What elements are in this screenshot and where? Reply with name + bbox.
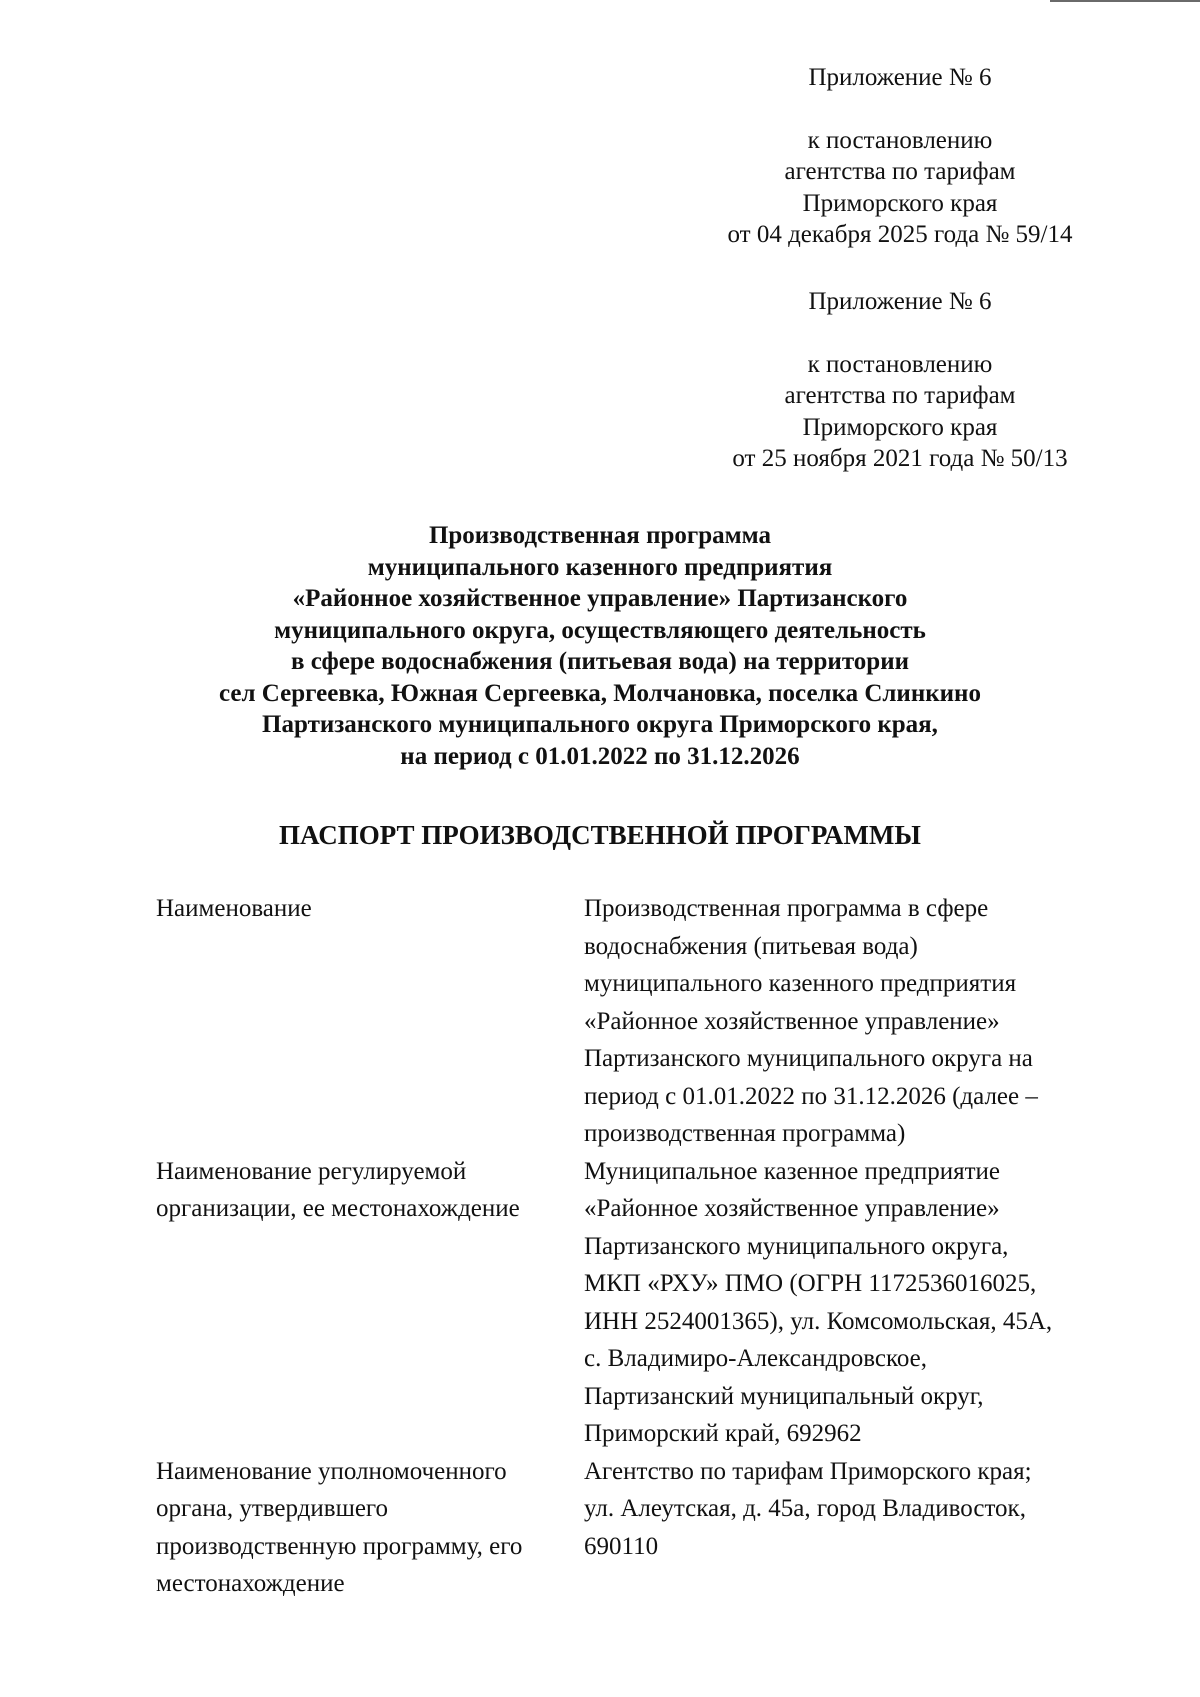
key-line: Наименование уполномоченного bbox=[156, 1457, 507, 1485]
value-line: «Районное хозяйственное управление» bbox=[584, 1007, 1000, 1035]
spacer bbox=[690, 94, 1110, 125]
title-line: «Районное хозяйственное управление» Партизанского bbox=[292, 585, 908, 612]
title-line: в сфере водоснабжения (питьевая вода) на территории bbox=[290, 648, 910, 675]
title-line: на период с 01.01.2022 по 31.12.2026 bbox=[400, 742, 800, 770]
appendix-ref-line: Приморского края bbox=[802, 189, 998, 217]
value-line: Партизанского муниципального округа на bbox=[584, 1045, 1033, 1072]
scan-edge-line bbox=[1050, 0, 1200, 2]
value-line: период с 01.01.2022 по 31.12.2026 (далее – bbox=[584, 1082, 1038, 1110]
title-line: Партизанского муниципального округа Приморского края, bbox=[262, 711, 938, 738]
passport-key bbox=[156, 1453, 584, 1603]
passport-value bbox=[584, 1453, 1106, 1603]
key-line: местонахождение bbox=[156, 1570, 345, 1597]
title-line: муниципального казенного предприятия bbox=[367, 553, 833, 581]
value-line: ИНН 2524001365), ул. Комсомольская, 45А, bbox=[584, 1307, 1053, 1335]
value-line: ул. Алеутская, д. 45а, город Владивосток, bbox=[584, 1495, 1026, 1522]
passport-value bbox=[584, 1153, 1106, 1453]
value-line: Муниципальное казенное предприятие bbox=[584, 1157, 1000, 1185]
passport-row-organization bbox=[156, 1153, 1106, 1453]
value-line: Производственная программа в сфере bbox=[584, 895, 989, 922]
key-line: организации, ее местонахождение bbox=[156, 1195, 520, 1222]
key-line: Наименование bbox=[156, 895, 312, 922]
passport-row-name bbox=[156, 890, 1106, 1153]
title-line: Производственная программа bbox=[428, 522, 772, 549]
appendix-block-original bbox=[690, 286, 1110, 475]
title-line: муниципального округа, осуществляющего деятельность bbox=[274, 616, 926, 644]
value-line: Партизанского муниципального округа, bbox=[584, 1232, 1009, 1260]
value-line: муниципального казенного предприятия bbox=[584, 970, 1017, 997]
appendix-ref-line: агентства по тарифам bbox=[784, 382, 1016, 409]
key-line: Наименование регулируемой bbox=[156, 1157, 467, 1185]
passport-key bbox=[156, 1153, 584, 1453]
appendix-date-line: от 04 декабря 2025 года № 59/14 bbox=[727, 221, 1073, 248]
title-line: сел Сергеевка, Южная Сергеевка, Молчановка, поселка Слинкино bbox=[219, 679, 981, 707]
section-heading: ПАСПОРТ ПРОИЗВОДСТВЕННОЙ ПРОГРАММЫ bbox=[279, 820, 921, 850]
appendix-block-current bbox=[690, 62, 1110, 251]
spacer bbox=[690, 318, 1110, 349]
appendix-number: Приложение № 6 bbox=[808, 64, 992, 91]
passport-row-authority bbox=[156, 1453, 1106, 1603]
key-line: органа, утвердившего bbox=[156, 1495, 389, 1522]
appendix-ref-line: агентства по тарифам bbox=[784, 158, 1016, 185]
passport-key bbox=[156, 890, 584, 1153]
value-line: МКП «РХУ» ПМО (ОГРН 1172536016025, bbox=[584, 1270, 1037, 1297]
appendix-date-line: от 25 ноября 2021 года № 50/13 bbox=[732, 445, 1068, 472]
key-line: производственную программу, его bbox=[156, 1532, 523, 1560]
value-line: с. Владимиро-Александровское, bbox=[584, 1345, 927, 1372]
value-line: водоснабжения (питьевая вода) bbox=[584, 932, 918, 960]
appendix-ref-line: к постановлению bbox=[807, 126, 993, 154]
document-title bbox=[140, 520, 1060, 772]
value-line: производственная программа) bbox=[584, 1120, 906, 1147]
passport-value bbox=[584, 890, 1106, 1153]
value-line: «Районное хозяйственное управление» bbox=[584, 1195, 1000, 1222]
value-line: Приморский край, 692962 bbox=[584, 1420, 862, 1447]
value-line: Партизанский муниципальный округ, bbox=[584, 1382, 984, 1410]
appendix-ref-line: Приморского края bbox=[802, 413, 998, 441]
appendix-ref-line: к постановлению bbox=[807, 350, 993, 378]
value-line: 690110 bbox=[584, 1532, 659, 1560]
passport-table bbox=[156, 890, 1106, 1603]
appendix-number: Приложение № 6 bbox=[808, 288, 992, 315]
value-line: Агентство по тарифам Приморского края; bbox=[584, 1457, 1032, 1485]
